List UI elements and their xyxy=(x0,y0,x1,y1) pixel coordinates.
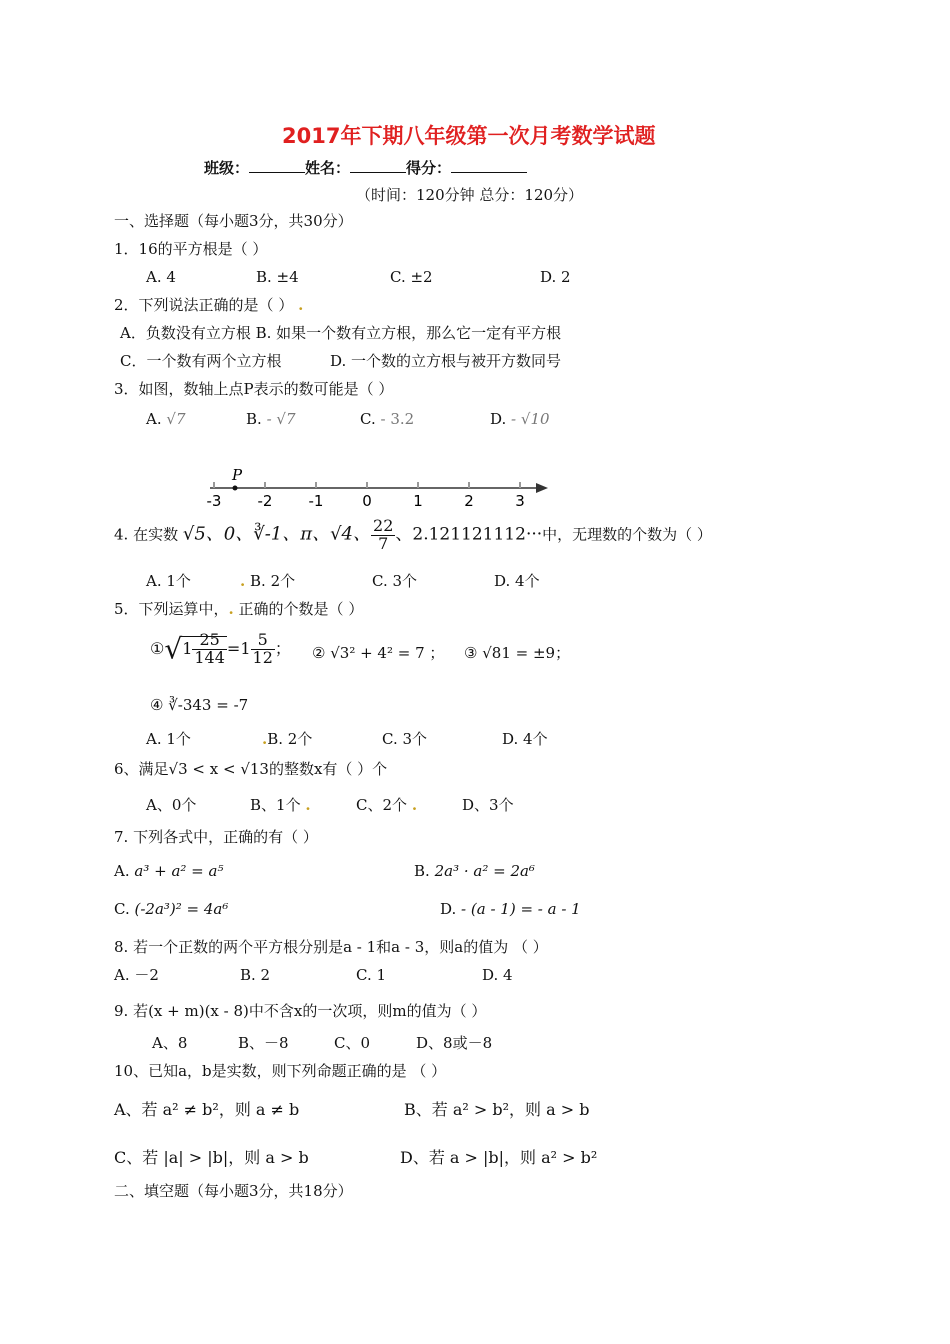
class-blank xyxy=(249,158,305,173)
q8-stem: 8. 若一个正数的两个平方根分别是a - 1和a - 3，则a的值为 （ ） xyxy=(114,938,548,956)
tick-label: 1 xyxy=(413,492,423,510)
q2-option-d: D. 一个数的立方根与被开方数同号 xyxy=(330,352,562,370)
q1-option-a: A. 4 xyxy=(146,268,176,286)
time-info: （时间：120分钟 总分：120分） xyxy=(356,186,584,204)
score-blank xyxy=(451,158,527,173)
q10-option-d: D、若 a > |b|，则 a² > b² xyxy=(400,1148,598,1167)
q7-option-c: C. (-2a³)² = 4a⁶ xyxy=(114,900,229,918)
q8-option-d: D. 4 xyxy=(482,966,513,984)
q9-option-c: C、0 xyxy=(334,1034,371,1052)
tick-label: -2 xyxy=(257,492,273,510)
q3-option-a: A. √7 xyxy=(146,410,186,428)
q6-option-d: D、3个 xyxy=(462,796,514,814)
q1-option-d: D. 2 xyxy=(540,268,571,286)
q5-stem: 5．下列运算中，. 正确的个数是（ ） xyxy=(114,600,364,618)
q8-option-c: C. 1 xyxy=(356,966,387,984)
page-title: 2017年下期八年级第一次月考数学试题 xyxy=(282,124,656,148)
q3-option-c: C. - 3.2 xyxy=(360,410,415,428)
section-2-heading: 二、填空题（每小题3分，共18分） xyxy=(114,1182,353,1200)
info-line xyxy=(204,158,527,177)
q4-option-b: . B. 2个 xyxy=(240,572,296,590)
q5-option-c: C. 3个 xyxy=(382,730,428,748)
q6-option-b: B、1个 . xyxy=(250,796,311,814)
q4-stem: 4. 在实数 √5、0、∛-1、π、√4、 $\frac{22}{7}$ 、2.121121112···中，无理数的个数为（ ） xyxy=(114,516,712,553)
q3-option-b: B. - √7 xyxy=(246,410,296,428)
q7-stem: 7. 下列各式中，正确的有（ ） xyxy=(114,828,318,846)
q3-stem: 3．如图，数轴上点P表示的数可能是（ ） xyxy=(114,380,394,398)
q5-option-b: .B. 2个 xyxy=(262,730,313,748)
class-label: 班级： xyxy=(204,159,250,177)
section-1-heading: 一、选择题（每小题3分，共30分） xyxy=(114,212,353,230)
q3-option-d: D. - √10 xyxy=(490,410,550,428)
q4-option-a: A. 1个 xyxy=(146,572,191,590)
q2-stem: 2．下列说法正确的是（ ） . xyxy=(114,296,304,314)
q4-option-d: D. 4个 xyxy=(494,572,540,590)
q10-option-c: C、若 |a| > |b|，则 a > b xyxy=(114,1148,309,1167)
q5-expr-4: ④ ∛-343 = -7 xyxy=(150,696,249,714)
number-line-figure xyxy=(196,466,556,510)
number-line-arrow-icon xyxy=(536,483,548,493)
q7-option-d: D. - (a - 1) = - a - 1 xyxy=(440,900,581,918)
q7-option-b: B. 2a³ · a² = 2a⁶ xyxy=(414,862,535,880)
q10-stem: 10、已知a，b是实数，则下列命题正确的是 （ ） xyxy=(114,1062,447,1080)
q8-option-a: A. －2 xyxy=(114,966,159,984)
q10-option-b: B、若 a² > b²，则 a > b xyxy=(404,1100,590,1119)
q2-option-c: C．一个数有两个立方根 xyxy=(120,352,282,370)
q5-expr-1: ①√1 $\frac{25}{144}$ =1 $\frac{5}{12}$ ； xyxy=(150,630,291,667)
q6-option-a: A、0个 xyxy=(146,796,197,814)
q4-option-c: C. 3个 xyxy=(372,572,418,590)
q8-option-b: B. 2 xyxy=(240,966,271,984)
q5-option-d: D. 4个 xyxy=(502,730,548,748)
q6-option-c: C、2个 . xyxy=(356,796,418,814)
point-p-label: P xyxy=(232,466,243,484)
tick-label: 0 xyxy=(362,492,372,510)
tick-label: -3 xyxy=(206,492,222,510)
q5-option-a: A. 1个 xyxy=(146,730,191,748)
q5-expr-2: ② √3² + 4² = 7 ； xyxy=(312,644,445,662)
q9-option-b: B、－8 xyxy=(238,1034,289,1052)
q9-stem: 9. 若(x + m)(x - 8)中不含x的一次项，则m的值为（ ） xyxy=(114,1002,487,1020)
q10-option-a: A、若 a² ≠ b²，则 a ≠ b xyxy=(114,1100,300,1119)
q1-option-c: C. ±2 xyxy=(390,268,433,286)
point-p xyxy=(233,486,238,491)
q9-option-d: D、8或－8 xyxy=(416,1034,493,1052)
name-blank xyxy=(350,158,406,173)
name-label: 姓名： xyxy=(305,159,351,177)
q2-option-ab: A．负数没有立方根 B. 如果一个数有立方根，那么它一定有平方根 xyxy=(120,324,562,342)
score-label: 得分： xyxy=(406,159,452,177)
tick-label: -1 xyxy=(308,492,324,510)
q6-stem: 6、满足√3 < x < √13的整数x有（ ）个 xyxy=(114,760,388,778)
q9-option-a: A、8 xyxy=(152,1034,188,1052)
tick-label: 3 xyxy=(515,492,525,510)
tick-label: 2 xyxy=(464,492,474,510)
q1-option-b: B. ±4 xyxy=(256,268,299,286)
q1-stem: 1．16的平方根是（ ） xyxy=(114,240,268,258)
q7-option-a: A. a³ + a² = a⁵ xyxy=(114,862,224,880)
q5-expr-3: ③ √81 = ±9； xyxy=(464,644,571,662)
